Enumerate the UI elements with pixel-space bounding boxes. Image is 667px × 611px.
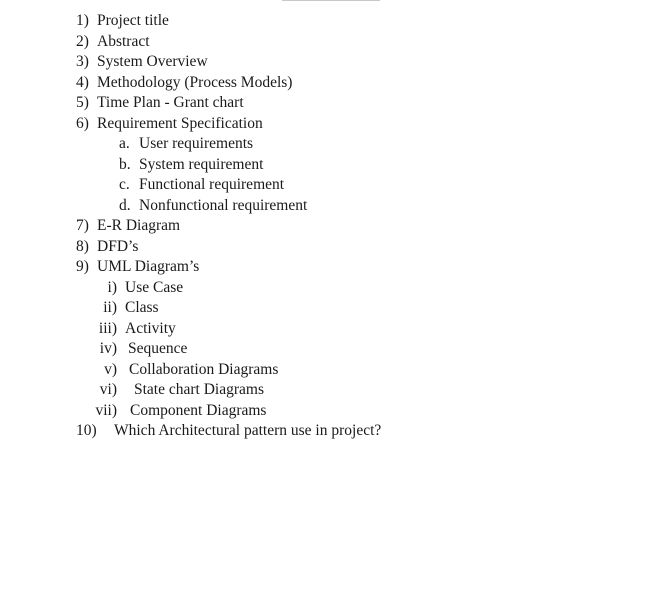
item-letter: d. — [119, 196, 131, 214]
outline-subitem-i — [0, 278, 667, 299]
item-text: Collaboration Diagrams — [129, 360, 279, 378]
item-roman: vi) — [99, 381, 117, 398]
outline-item-6 — [0, 114, 667, 135]
item-text: E-R Diagram — [97, 217, 181, 234]
item-number: 3) — [76, 53, 89, 70]
outline-item-10 — [0, 421, 667, 442]
item-text: UML Diagram’s — [97, 258, 200, 275]
item-text: Sequence — [128, 340, 188, 357]
item-text: Use Case — [125, 278, 184, 296]
item-text: Activity — [125, 319, 176, 337]
outline-subitem-a — [0, 134, 667, 155]
item-letter: b. — [119, 155, 131, 173]
item-number: 10) — [76, 422, 97, 439]
outline-subitem-vii — [0, 401, 667, 422]
outline-item-8 — [0, 237, 667, 258]
item-number: 6) — [76, 114, 89, 132]
item-number: 1) — [76, 12, 89, 29]
item-text: Time Plan - Grant chart — [97, 94, 244, 111]
item-text: Class — [125, 299, 159, 316]
item-number: 8) — [76, 237, 89, 255]
item-roman: iv) — [99, 340, 117, 357]
document-outline — [0, 11, 667, 442]
outline-item-5 — [0, 93, 667, 114]
item-text: State chart Diagrams — [134, 381, 264, 398]
outline-subitem-vi — [0, 380, 667, 401]
item-roman: ii) — [103, 299, 117, 316]
item-text: Requirement Specification — [97, 114, 263, 132]
outline-item-9 — [0, 257, 667, 278]
outline-subitem-v — [0, 360, 667, 381]
item-number: 5) — [76, 94, 89, 111]
outline-subitem-c — [0, 175, 667, 196]
item-text: Which Architectural pattern use in project? — [114, 422, 382, 439]
item-number: 9) — [76, 258, 89, 275]
item-text: System Overview — [97, 53, 208, 70]
outline-subitem-d — [0, 196, 667, 217]
item-text: Component Diagrams — [130, 401, 267, 419]
item-text: Nonfunctional requirement — [139, 196, 308, 214]
outline-subitem-b — [0, 155, 667, 176]
outline-item-4 — [0, 73, 667, 94]
outline-subitem-iii — [0, 319, 667, 340]
item-number: 7) — [76, 217, 89, 234]
outline-item-7 — [0, 216, 667, 237]
outline-item-2 — [0, 32, 667, 53]
item-letter: a. — [119, 135, 130, 152]
item-letter: c. — [119, 176, 130, 193]
outline-item-3 — [0, 52, 667, 73]
item-text: Abstract — [97, 32, 150, 50]
item-text: Methodology (Process Models) — [97, 73, 293, 91]
item-text: System requirement — [139, 155, 264, 173]
item-number: 2) — [76, 32, 89, 50]
item-roman: i) — [107, 278, 117, 296]
item-roman: v) — [104, 360, 117, 378]
outline-subitem-ii — [0, 298, 667, 319]
item-text: DFD’s — [97, 237, 139, 255]
top-rule — [282, 0, 380, 1]
item-text: User requirements — [139, 135, 254, 152]
item-text: Project title — [97, 12, 169, 29]
outline-subitem-iv — [0, 339, 667, 360]
outline-item-1 — [0, 11, 667, 32]
item-roman: iii) — [98, 319, 117, 337]
item-number: 4) — [76, 73, 89, 91]
item-text: Functional requirement — [139, 176, 285, 193]
item-roman: vii) — [95, 401, 117, 419]
